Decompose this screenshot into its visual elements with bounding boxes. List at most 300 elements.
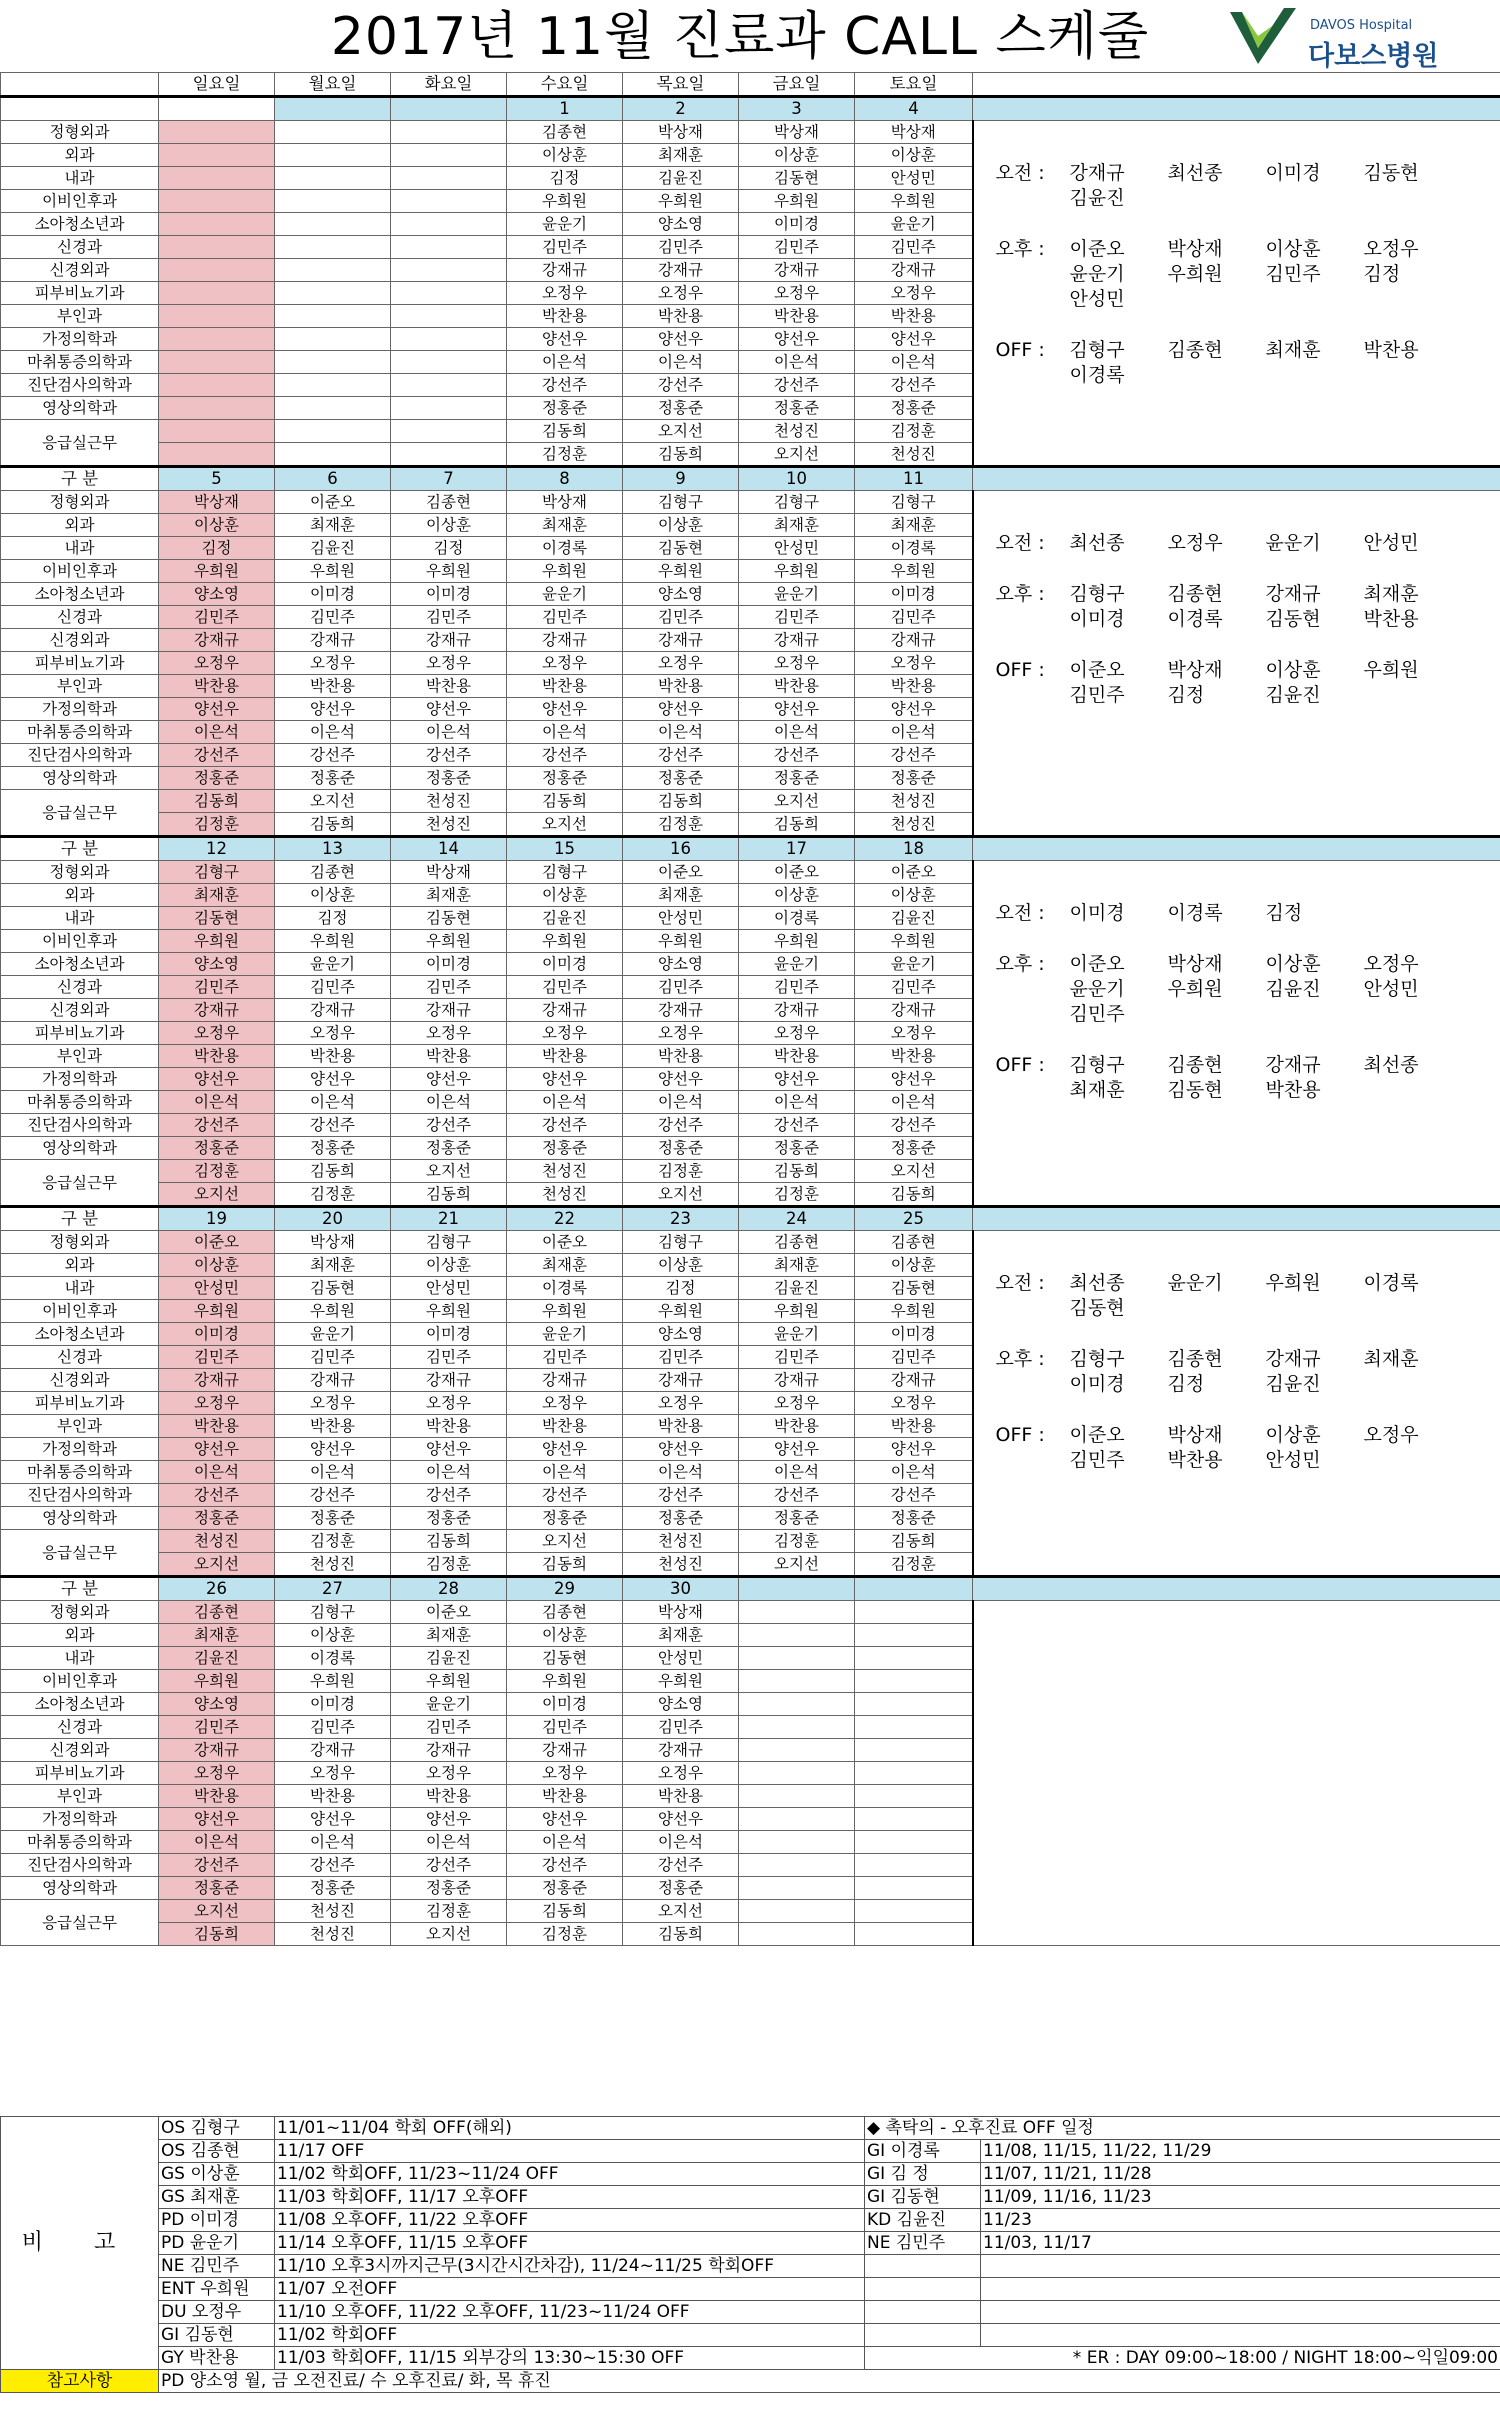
shift-doctor: 김민주	[1069, 1449, 1125, 1471]
doctor-cell: 강선주	[623, 1854, 739, 1877]
doctor-cell: 윤운기	[275, 953, 391, 976]
doctor-cell	[391, 121, 507, 144]
date-cell: 26	[159, 1577, 275, 1601]
doctor-cell: 김형구	[855, 491, 973, 514]
shift-doctor: 박상재	[1167, 238, 1223, 260]
remark-row	[1, 2255, 1500, 2278]
doctor-cell: 김민주	[391, 976, 507, 999]
doctor-cell: 양선우	[855, 1068, 973, 1091]
doctor-cell: 김정	[159, 537, 275, 560]
doctor-cell: 박찬용	[391, 675, 507, 698]
shift-doctor: 이상훈	[1265, 238, 1321, 260]
empty-cell	[981, 2324, 1500, 2347]
doctor-cell: 이은석	[623, 1461, 739, 1484]
doctor-cell: 박찬용	[623, 1045, 739, 1068]
date-cell: 6	[275, 467, 391, 491]
doctor-cell	[855, 1831, 973, 1854]
doctor-cell: 이은석	[739, 351, 855, 374]
er-doctor-cell: 오지선	[739, 443, 855, 467]
doctor-cell: 이경록	[507, 1277, 623, 1300]
doctor-cell: 박찬용	[507, 1785, 623, 1808]
doctor-cell: 오정우	[275, 652, 391, 675]
shift-group	[996, 531, 1500, 556]
er-doctor-cell: 김정훈	[855, 420, 973, 443]
shift-doctor: 김종현	[1167, 583, 1223, 605]
er-hours-note: * ER : DAY 09:00~18:00 / NIGHT 18:00~익일09:00	[865, 2347, 1500, 2370]
er-doctor-cell: 김동희	[623, 443, 739, 467]
doctor-cell: 김정	[391, 537, 507, 560]
department-label: 신경외과	[1, 1739, 159, 1762]
doctor-cell: 이준오	[275, 491, 391, 514]
doctor-cell: 김민주	[159, 606, 275, 629]
date-cell: 4	[855, 97, 973, 121]
doctor-cell: 윤운기	[507, 1323, 623, 1346]
notes-header	[973, 73, 1500, 97]
doctor-cell: 오정우	[739, 282, 855, 305]
doctor-cell	[275, 328, 391, 351]
er-doctor-cell: 김정훈	[275, 1183, 391, 1207]
hospital-logo	[1228, 6, 1498, 72]
doctor-cell: 윤운기	[855, 953, 973, 976]
doctor-cell: 이은석	[507, 1091, 623, 1114]
er-doctor-cell	[159, 420, 275, 443]
shift-doctor: 윤운기	[1069, 978, 1125, 1000]
doctor-cell: 강재규	[623, 629, 739, 652]
doctor-cell: 강선주	[855, 1114, 973, 1137]
doctor-cell: 오정우	[623, 1762, 739, 1785]
shift-doctor: 김윤진	[1069, 187, 1125, 209]
shift-group	[996, 582, 1500, 632]
doctor-cell: 강선주	[507, 744, 623, 767]
department-label: 가정의학과	[1, 1808, 159, 1831]
shift-doctor: 김정	[1167, 684, 1205, 706]
department-label: 외과	[1, 144, 159, 167]
weekday-header: 금요일	[739, 73, 855, 97]
shift-doctor: 박상재	[1167, 1424, 1223, 1446]
doctor-cell: 양선우	[275, 1808, 391, 1831]
department-label: 내과	[1, 167, 159, 190]
department-label: 가정의학과	[1, 698, 159, 721]
doctor-cell: 강재규	[507, 1369, 623, 1392]
er-doctor-cell: 천성진	[159, 1530, 275, 1553]
doctor-cell: 이상훈	[623, 514, 739, 537]
doctor-cell: 안성민	[855, 167, 973, 190]
department-label: 신경외과	[1, 259, 159, 282]
weekday-header: 목요일	[623, 73, 739, 97]
department-label: 마취통증의학과	[1, 351, 159, 374]
doctor-cell: 강재규	[159, 1739, 275, 1762]
doctor-cell: 김동현	[507, 1647, 623, 1670]
week-notes	[973, 121, 1500, 467]
er-doctor-cell: 김동희	[159, 790, 275, 813]
date-bar-fill	[973, 837, 1500, 861]
date-cell: 12	[159, 837, 275, 861]
remarks-section	[0, 2116, 1500, 2393]
doctor-cell: 이미경	[855, 1323, 973, 1346]
doctor-cell: 강선주	[507, 374, 623, 397]
department-label: 영상의학과	[1, 1137, 159, 1160]
doctor-cell: 이은석	[507, 1831, 623, 1854]
doctor-cell: 김민주	[507, 1346, 623, 1369]
reference-row	[1, 2370, 1500, 2393]
doctor-cell: 강선주	[739, 1114, 855, 1137]
doctor-cell	[739, 1601, 855, 1624]
doctor-cell: 양선우	[391, 1068, 507, 1091]
doctor-cell: 이준오	[855, 861, 973, 884]
remark-row	[1, 2117, 1500, 2140]
doctor-cell	[275, 374, 391, 397]
remark-row	[1, 2140, 1500, 2163]
empty-cell	[865, 2278, 981, 2301]
doctor-cell: 김윤진	[391, 1647, 507, 1670]
doctor-cell: 정홍준	[739, 1137, 855, 1160]
shift-doctor: 최선종	[1069, 1272, 1125, 1294]
doctor-cell	[855, 1739, 973, 1762]
doctor-cell: 이미경	[275, 1693, 391, 1716]
shift-doctor: 오정우	[1363, 238, 1419, 260]
doctor-cell: 이미경	[159, 1323, 275, 1346]
date-cell: 1	[507, 97, 623, 121]
date-cell: 24	[739, 1207, 855, 1231]
department-label: 내과	[1, 1277, 159, 1300]
er-doctor-cell: 김정훈	[623, 813, 739, 837]
weekday-header: 수요일	[507, 73, 623, 97]
doctor-cell: 오정우	[507, 282, 623, 305]
doctor-cell: 우희원	[739, 560, 855, 583]
doctor-cell: 양선우	[855, 328, 973, 351]
doctor-cell: 김민주	[739, 976, 855, 999]
er-doctor-cell: 김동희	[739, 1160, 855, 1183]
doctor-cell: 우희원	[507, 1670, 623, 1693]
doctor-cell: 양선우	[855, 698, 973, 721]
er-doctor-cell: 김정훈	[391, 1553, 507, 1577]
section-label	[1, 97, 159, 121]
doctor-cell: 김정	[623, 1277, 739, 1300]
doctor-cell: 강재규	[159, 629, 275, 652]
remark-row	[1, 2163, 1500, 2186]
doctor-cell: 이상훈	[739, 144, 855, 167]
doctor-cell: 이은석	[391, 1461, 507, 1484]
doctor-cell: 이은석	[391, 721, 507, 744]
er-doctor-cell: 천성진	[275, 1900, 391, 1923]
doctor-cell: 강재규	[507, 629, 623, 652]
department-label: 피부비뇨기과	[1, 652, 159, 675]
er-doctor-cell: 김정훈	[275, 1530, 391, 1553]
doctor-cell: 이은석	[855, 1461, 973, 1484]
doctor-cell: 이미경	[507, 953, 623, 976]
doctor-cell: 이준오	[623, 861, 739, 884]
doctor-cell: 김민주	[391, 1716, 507, 1739]
doctor-cell: 김민주	[275, 606, 391, 629]
remark-detail: 11/01~11/04 학회 OFF(해외)	[275, 2117, 865, 2140]
shift-doctor: 이준오	[1069, 953, 1125, 975]
er-doctor-cell: 김동희	[739, 813, 855, 837]
doctor-cell	[159, 305, 275, 328]
doctor-cell: 우희원	[391, 1300, 507, 1323]
doctor-cell: 박찬용	[159, 1045, 275, 1068]
doctor-cell	[391, 305, 507, 328]
shift-doctor: 김정	[1167, 1373, 1205, 1395]
department-label: 피부비뇨기과	[1, 1762, 159, 1785]
doctor-cell	[855, 1854, 973, 1877]
department-label: 가정의학과	[1, 328, 159, 351]
doctor-cell: 김민주	[507, 236, 623, 259]
contract-doctor: GI 김 정	[865, 2163, 981, 2186]
doctor-cell: 정홍준	[391, 767, 507, 790]
shift-doctor: 김동현	[1265, 608, 1321, 630]
shift-label: OFF :	[995, 1054, 1045, 1076]
doctor-cell: 정홍준	[623, 1137, 739, 1160]
doctor-cell: 우희원	[623, 190, 739, 213]
doctor-cell: 양소영	[623, 1323, 739, 1346]
shift-doctor: 최재훈	[1265, 339, 1321, 361]
doctor-cell: 우희원	[275, 1670, 391, 1693]
contract-dates: 11/23	[981, 2209, 1500, 2232]
doctor-cell: 이준오	[507, 1231, 623, 1254]
doctor-cell: 박찬용	[391, 1785, 507, 1808]
doctor-cell: 박찬용	[507, 305, 623, 328]
doctor-cell	[275, 213, 391, 236]
doctor-cell: 최재훈	[275, 1254, 391, 1277]
er-doctor-cell: 오지선	[623, 420, 739, 443]
doctor-cell	[739, 1624, 855, 1647]
shift-doctor: 이상훈	[1265, 659, 1321, 681]
doctor-cell	[275, 144, 391, 167]
doctor-cell: 강선주	[391, 744, 507, 767]
doctor-cell: 김동현	[739, 167, 855, 190]
doctor-cell: 우희원	[623, 1670, 739, 1693]
date-cell: 13	[275, 837, 391, 861]
er-doctor-cell: 김정훈	[739, 1183, 855, 1207]
doctor-cell: 정홍준	[391, 1137, 507, 1160]
doctor-cell: 강재규	[623, 259, 739, 282]
shift-doctor: 김동현	[1069, 1297, 1125, 1319]
doctor-cell	[855, 1808, 973, 1831]
doctor-cell: 이상훈	[507, 144, 623, 167]
doctor-cell: 최재훈	[507, 1254, 623, 1277]
doctor-cell: 우희원	[739, 930, 855, 953]
doctor-cell	[739, 1739, 855, 1762]
shift-doctor: 김형구	[1069, 1348, 1125, 1370]
doctor-cell: 오정우	[507, 1392, 623, 1415]
er-doctor-cell: 김동희	[275, 813, 391, 837]
doctor-cell: 강선주	[391, 1114, 507, 1137]
shift-doctor: 김윤진	[1265, 978, 1321, 1000]
shift-doctor: 강재규	[1265, 583, 1321, 605]
doctor-cell	[275, 190, 391, 213]
doctor-cell	[159, 397, 275, 420]
department-label: 신경과	[1, 1716, 159, 1739]
er-doctor-cell: 오지선	[159, 1553, 275, 1577]
doctor-cell	[159, 282, 275, 305]
remark-detail: 11/14 오후OFF, 11/15 오후OFF	[275, 2232, 865, 2255]
doctor-cell	[855, 1647, 973, 1670]
shift-doctor: 박찬용	[1167, 1449, 1223, 1471]
doctor-cell: 박찬용	[855, 1045, 973, 1068]
doctor-cell: 김종현	[391, 491, 507, 514]
doctor-cell: 오정우	[391, 1022, 507, 1045]
shift-doctor: 이경록	[1363, 1272, 1419, 1294]
doctor-cell: 이상훈	[507, 884, 623, 907]
er-doctor-cell: 오지선	[739, 790, 855, 813]
doctor-cell: 강재규	[275, 999, 391, 1022]
doctor-cell	[391, 328, 507, 351]
er-doctor-cell: 천성진	[739, 420, 855, 443]
department-label: 마취통증의학과	[1, 1461, 159, 1484]
remark-row	[1, 2186, 1500, 2209]
doctor-cell: 오정우	[739, 1392, 855, 1415]
shift-doctor: 이미경	[1265, 162, 1321, 184]
department-label: 외과	[1, 884, 159, 907]
remark-doctor: GI 김동현	[159, 2324, 275, 2347]
doctor-cell	[739, 1762, 855, 1785]
doctor-cell: 박상재	[855, 121, 973, 144]
doctor-cell: 우희원	[507, 560, 623, 583]
doctor-cell: 박찬용	[275, 1045, 391, 1068]
shift-doctor: 이경록	[1167, 608, 1223, 630]
remark-doctor: OS 김형구	[159, 2117, 275, 2140]
doctor-cell: 양소영	[623, 213, 739, 236]
er-doctor-cell	[275, 443, 391, 467]
doctor-cell: 윤운기	[739, 1323, 855, 1346]
date-cell	[159, 97, 275, 121]
doctor-cell: 강선주	[623, 1114, 739, 1137]
er-doctor-cell: 김동희	[855, 1183, 973, 1207]
date-cell: 9	[623, 467, 739, 491]
doctor-cell: 강선주	[159, 1114, 275, 1137]
doctor-cell: 박상재	[507, 491, 623, 514]
date-cell: 3	[739, 97, 855, 121]
doctor-cell: 이미경	[391, 1323, 507, 1346]
shift-label: OFF :	[995, 339, 1045, 361]
doctor-cell: 김정	[275, 907, 391, 930]
contract-off-title: ◆ 촉탁의 - 오후진료 OFF 일정	[865, 2117, 1500, 2140]
doctor-cell: 이은석	[507, 721, 623, 744]
doctor-cell: 정홍준	[159, 767, 275, 790]
doctor-cell: 이미경	[507, 1693, 623, 1716]
contract-dates: 11/09, 11/16, 11/23	[981, 2186, 1500, 2209]
doctor-cell: 양선우	[391, 1438, 507, 1461]
date-bar-fill	[973, 97, 1500, 121]
date-cell: 19	[159, 1207, 275, 1231]
doctor-cell: 정홍준	[275, 1507, 391, 1530]
shift-label: 오전 :	[995, 1272, 1045, 1294]
er-doctor-cell: 천성진	[275, 1923, 391, 1946]
shift-label: 오후 :	[995, 583, 1045, 605]
doctor-cell: 안성민	[623, 1647, 739, 1670]
department-label: 정형외과	[1, 1601, 159, 1624]
doctor-cell	[855, 1716, 973, 1739]
contract-dates: 11/08, 11/15, 11/22, 11/29	[981, 2140, 1500, 2163]
department-label: 진단검사의학과	[1, 1854, 159, 1877]
doctor-cell: 강재규	[739, 629, 855, 652]
remark-doctor: NE 김민주	[159, 2255, 275, 2278]
shift-doctor: 최선종	[1167, 162, 1223, 184]
department-label: 부인과	[1, 305, 159, 328]
doctor-cell: 이상훈	[855, 884, 973, 907]
shift-doctor: 김윤진	[1265, 1373, 1321, 1395]
doctor-cell: 윤운기	[507, 583, 623, 606]
doctor-cell: 이상훈	[739, 884, 855, 907]
doctor-cell	[275, 282, 391, 305]
doctor-cell: 박찬용	[855, 1415, 973, 1438]
department-label: 이비인후과	[1, 1300, 159, 1323]
remark-doctor: PD 윤운기	[159, 2232, 275, 2255]
empty-cell	[981, 2255, 1500, 2278]
doctor-cell	[739, 1877, 855, 1900]
doctor-cell: 오정우	[507, 1022, 623, 1045]
doctor-cell: 김민주	[623, 606, 739, 629]
er-doctor-cell: 김동희	[391, 1530, 507, 1553]
doctor-cell: 강재규	[391, 1739, 507, 1762]
department-label: 내과	[1, 537, 159, 560]
doctor-cell: 최재훈	[275, 514, 391, 537]
doctor-cell	[391, 397, 507, 420]
doctor-cell: 김종현	[159, 1601, 275, 1624]
section-label: 구 분	[1, 467, 159, 491]
doctor-cell: 김민주	[739, 1346, 855, 1369]
er-doctor-cell	[391, 443, 507, 467]
reference-label: 참고사항	[1, 2370, 159, 2393]
doctor-cell: 우희원	[739, 190, 855, 213]
date-cell: 2	[623, 97, 739, 121]
er-doctor-cell: 김동희	[507, 1553, 623, 1577]
date-cell: 7	[391, 467, 507, 491]
doctor-cell	[275, 397, 391, 420]
doctor-cell: 강재규	[855, 999, 973, 1022]
er-doctor-cell: 오지선	[623, 1183, 739, 1207]
remark-detail: 11/10 오후3시까지근무(3시간시간차감), 11/24~11/25 학회OFF	[275, 2255, 865, 2278]
department-label: 부인과	[1, 1045, 159, 1068]
er-label: 응급실근무	[1, 1530, 159, 1577]
shift-doctor: 김종현	[1167, 1348, 1223, 1370]
date-cell: 30	[623, 1577, 739, 1601]
doctor-cell: 양선우	[855, 1438, 973, 1461]
doctor-cell: 양선우	[159, 1438, 275, 1461]
week-notes	[973, 1601, 1500, 1946]
doctor-cell	[391, 144, 507, 167]
shift-doctor: 우희원	[1363, 659, 1419, 681]
doctor-cell: 이은석	[275, 721, 391, 744]
doctor-cell: 강선주	[507, 1484, 623, 1507]
doctor-cell: 양선우	[159, 1808, 275, 1831]
department-label: 가정의학과	[1, 1438, 159, 1461]
er-label: 응급실근무	[1, 790, 159, 837]
shift-label: 오후 :	[995, 238, 1045, 260]
doctor-cell: 강선주	[739, 374, 855, 397]
doctor-cell: 이은석	[855, 351, 973, 374]
department-label: 소아청소년과	[1, 583, 159, 606]
er-doctor-cell: 천성진	[623, 1553, 739, 1577]
doctor-cell: 우희원	[275, 560, 391, 583]
doctor-cell: 김민주	[275, 1346, 391, 1369]
doctor-cell: 정홍준	[159, 1877, 275, 1900]
er-doctor-cell: 오지선	[159, 1183, 275, 1207]
doctor-cell: 김동현	[391, 907, 507, 930]
shift-doctor: 최재훈	[1069, 1079, 1125, 1101]
doctor-cell	[159, 167, 275, 190]
doctor-cell: 이상훈	[623, 1254, 739, 1277]
doctor-cell: 박상재	[275, 1231, 391, 1254]
doctor-cell: 우희원	[623, 930, 739, 953]
doctor-cell: 오정우	[855, 1022, 973, 1045]
doctor-cell: 강선주	[391, 1854, 507, 1877]
er-doctor-cell: 천성진	[855, 443, 973, 467]
doctor-cell: 양소영	[623, 953, 739, 976]
doctor-cell: 강재규	[739, 1369, 855, 1392]
doctor-cell: 이준오	[159, 1231, 275, 1254]
shift-doctor: 김민주	[1069, 684, 1125, 706]
